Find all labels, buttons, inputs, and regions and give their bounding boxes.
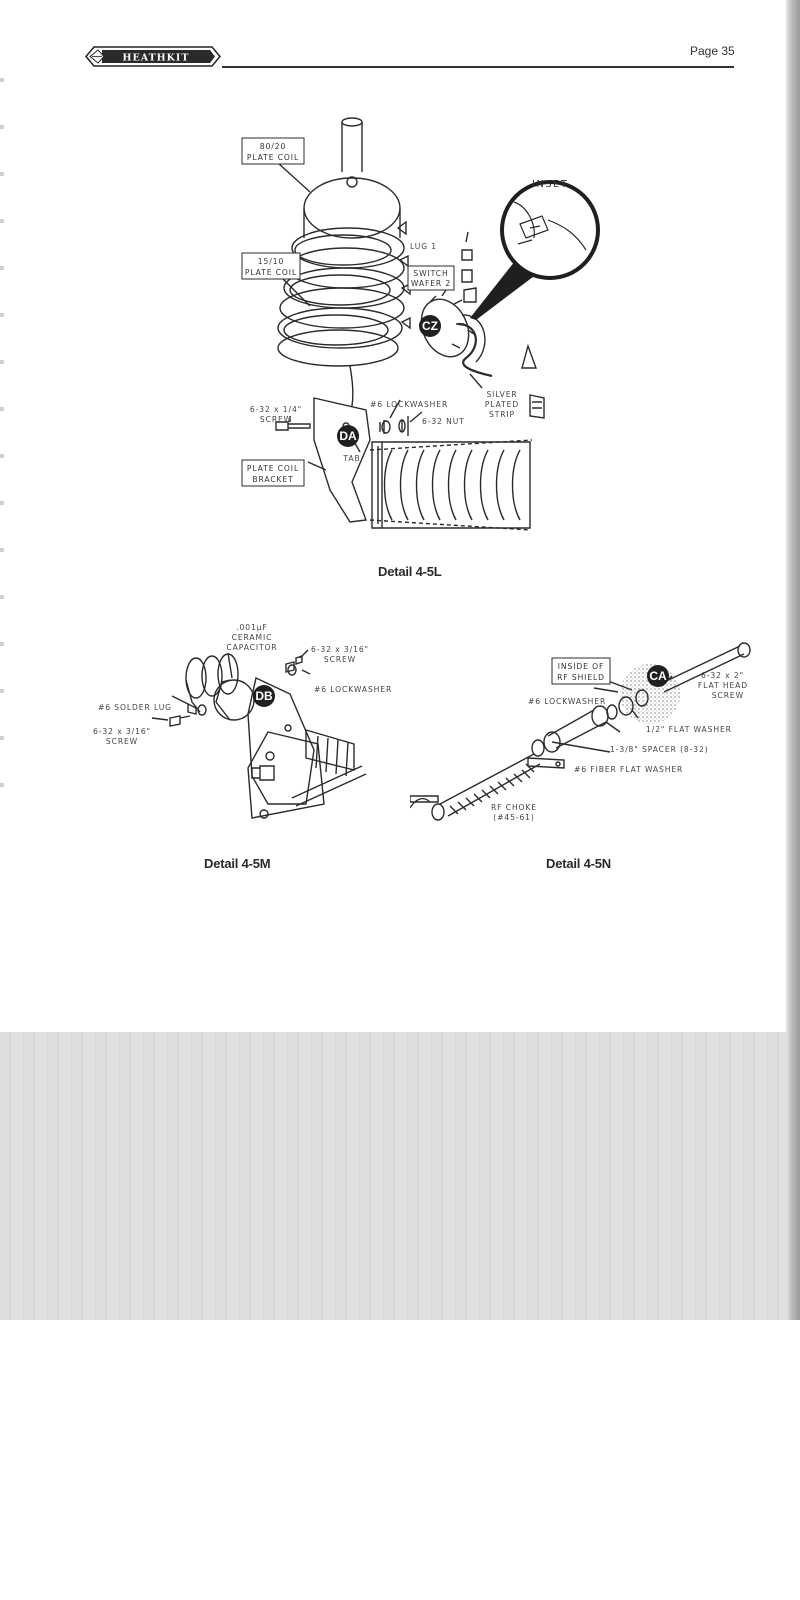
label-inside-of: INSIDE OF [557, 662, 605, 671]
label-wafer-2: WAFER 2 [410, 279, 452, 288]
svg-text:HEATHKIT: HEATHKIT [122, 52, 190, 64]
label-rf-shield: RF SHIELD [557, 673, 605, 682]
inset-label: INSET [532, 179, 569, 190]
badge-ca-text: CA [649, 669, 667, 683]
caption-detail-4-5n: Detail 4-5N [546, 856, 611, 871]
label-solder-lug: #6 SOLDER LUG [98, 703, 172, 712]
header-rule [222, 66, 734, 68]
detail-4-5m-figure [92, 618, 392, 838]
label-screw-left-size: 6-32 x 3/16" [93, 727, 151, 736]
page-number: Page 35 [690, 44, 735, 58]
scan-page-edge [786, 0, 800, 1320]
label-plate-coil: PLATE COIL [246, 464, 300, 473]
label-lockwasher: #6 LOCKWASHER [314, 685, 392, 694]
label-fiber-washer: #6 FIBER FLAT WASHER [574, 765, 684, 774]
label-lockwasher: #6 LOCKWASHER [370, 400, 449, 409]
label-screw-top-size: 6-32 x 3/16" [311, 645, 369, 654]
label-screw-top: SCREW [323, 655, 357, 664]
label-strip: STRIP [488, 410, 516, 419]
label-80-20: 80/20 [259, 142, 287, 151]
label-nut: 6-32 NUT [422, 417, 465, 426]
label-15-10-plate-coil: PLATE COIL [244, 268, 298, 277]
label-flathead-size: 6-32 x 2" [701, 671, 744, 680]
label-spacer: 1-3/8" SPACER (8-32) [610, 745, 709, 754]
label-screw-left: SCREW [105, 737, 139, 746]
scan-background-band [0, 1032, 790, 1320]
caption-detail-4-5l: Detail 4-5L [378, 564, 442, 579]
heathkit-logo [84, 45, 222, 68]
badge-db-text: DB [255, 689, 273, 703]
label-capacitor: CAPACITOR [226, 643, 278, 652]
label-plated: PLATED [484, 400, 520, 409]
label-cap-value: .001µF [236, 623, 268, 632]
badge-cz-text: CZ [422, 319, 438, 333]
label-screw: SCREW [259, 415, 293, 424]
label-silver: SILVER [486, 390, 518, 399]
label-lockwasher: #6 LOCKWASHER [528, 697, 607, 706]
detail-4-5n-figure [410, 636, 786, 836]
label-choke-part: (#45-61) [493, 813, 535, 822]
badge-da-text: DA [339, 429, 357, 443]
label-tab: TAB [343, 454, 361, 463]
label-flat-washer: 1/2" FLAT WASHER [646, 725, 732, 734]
label-ceramic: CERAMIC [231, 633, 273, 642]
scan-binding-marks [0, 60, 4, 800]
label-flathead: FLAT HEAD [697, 681, 748, 690]
label-bracket: BRACKET [252, 475, 294, 484]
label-screw-size: 6-32 x 1/4" [249, 405, 303, 414]
label-flathead-screw: SCREW [711, 691, 744, 700]
detail-4-5l-figure [230, 110, 630, 550]
label-lug-1: LUG 1 [410, 242, 438, 251]
label-switch: SWITCH [413, 269, 449, 278]
label-80-20-plate-coil: PLATE COIL [246, 153, 300, 162]
label-15-10: 15/10 [257, 257, 285, 266]
label-rf-choke: RF CHOKE [490, 803, 538, 812]
caption-detail-4-5m: Detail 4-5M [204, 856, 271, 871]
